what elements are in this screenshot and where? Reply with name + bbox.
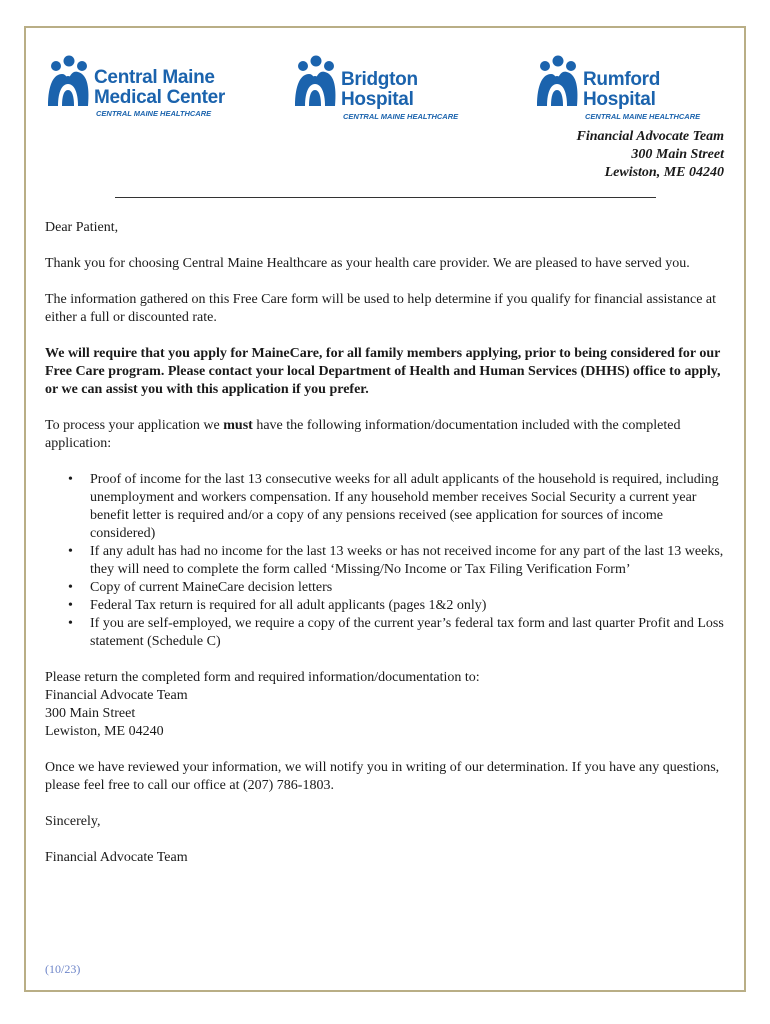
return-street: 300 Main Street [45, 706, 136, 721]
return-team: Financial Advocate Team [45, 688, 188, 703]
paragraph-thanks: Thank you for choosing Central Maine Healthcare as your health care provider. We are pleased to have served you. [45, 256, 690, 271]
required-docs-intro: To process your application we [45, 418, 224, 433]
required-docs-emphasis: must [223, 418, 253, 433]
paragraph-purpose: The information gathered on this Free Care form will be used to help determine if you qualify for financial assistance at either a full or discounted rate. [45, 292, 717, 325]
logo-name-line2: Hospital [583, 89, 656, 110]
logo-central-maine-medical-center [44, 52, 244, 122]
logo-bridgton-hospital [291, 52, 471, 122]
logo-name-line2: Hospital [341, 89, 414, 110]
people-group-icon [44, 54, 92, 114]
header-address [576, 128, 724, 182]
header-address-street: 300 Main Street [631, 147, 724, 162]
logo-name-line1: Bridgton [341, 69, 418, 90]
form-revision-code: (10/23) [45, 962, 81, 976]
signoff: Sincerely, [45, 814, 101, 829]
logo-name-line2: Medical Center [94, 87, 225, 108]
header-divider [115, 197, 656, 198]
required-docs-rest: have the following information/documentation included with the completed application: [45, 418, 681, 451]
return-intro: Please return the completed form and required information/documentation to: [45, 670, 480, 685]
header-address-city: Lewiston, ME 04240 [604, 165, 724, 180]
logo-subtitle: CENTRAL MAINE HEALTHCARE [343, 112, 459, 121]
greeting: Dear Patient, [45, 220, 119, 235]
return-address-block [45, 669, 725, 741]
list-item: • If any adult has had no income for the last 13 weeks or has not received income for any part of the last 13 weeks, they will need to complete the form called ‘Missing/No Income or Tax Filing Verification Form’ [90, 543, 725, 579]
logo-name-line1: Rumford [583, 69, 661, 90]
people-group-icon [291, 54, 339, 114]
logo-subtitle: CENTRAL MAINE HEALTHCARE [585, 112, 701, 121]
list-item: • Federal Tax return is required for all adult applicants (pages 1&2 only) [90, 597, 725, 615]
list-item: • Proof of income for the last 13 consecutive weeks for all adult applicants of the household is required, including unemployment and workers compensation. If any household member receives Social Security a current year benefit letter is required and/or a copy of any pensions received (see application for sources of income considered) [90, 471, 725, 543]
list-item: • Copy of current MaineCare decision letters [90, 579, 725, 597]
return-city: Lewiston, ME 04240 [45, 724, 164, 739]
logo-name-line1: Central Maine [94, 67, 215, 88]
list-item: • If you are self-employed, we require a copy of the current year’s federal tax form and last quarter Profit and Loss statement (Schedule C) [90, 615, 725, 651]
people-group-icon [533, 54, 581, 114]
logo-rumford-hospital [533, 52, 713, 122]
paragraph-closing: Once we have reviewed your information, we will notify you in writing of our determination. If you have any questions, please feel free to call our office at (207) 786-1803. [45, 760, 720, 793]
header-address-team: Financial Advocate Team [576, 129, 724, 144]
signature: Financial Advocate Team [45, 850, 188, 865]
paragraph-required-docs [45, 417, 725, 453]
logo-subtitle: CENTRAL MAINE HEALTHCARE [96, 109, 212, 118]
requirements-list [45, 471, 725, 651]
paragraph-mainecare-requirement: We will require that you apply for MaineCare, for all family members applying, prior to being considered for our Free Care program. Please contact your local Department of Health and Human Services (DHHS) office to apply, or we can assist you with this application if you prefer. [45, 346, 721, 397]
letter-body [45, 219, 725, 885]
